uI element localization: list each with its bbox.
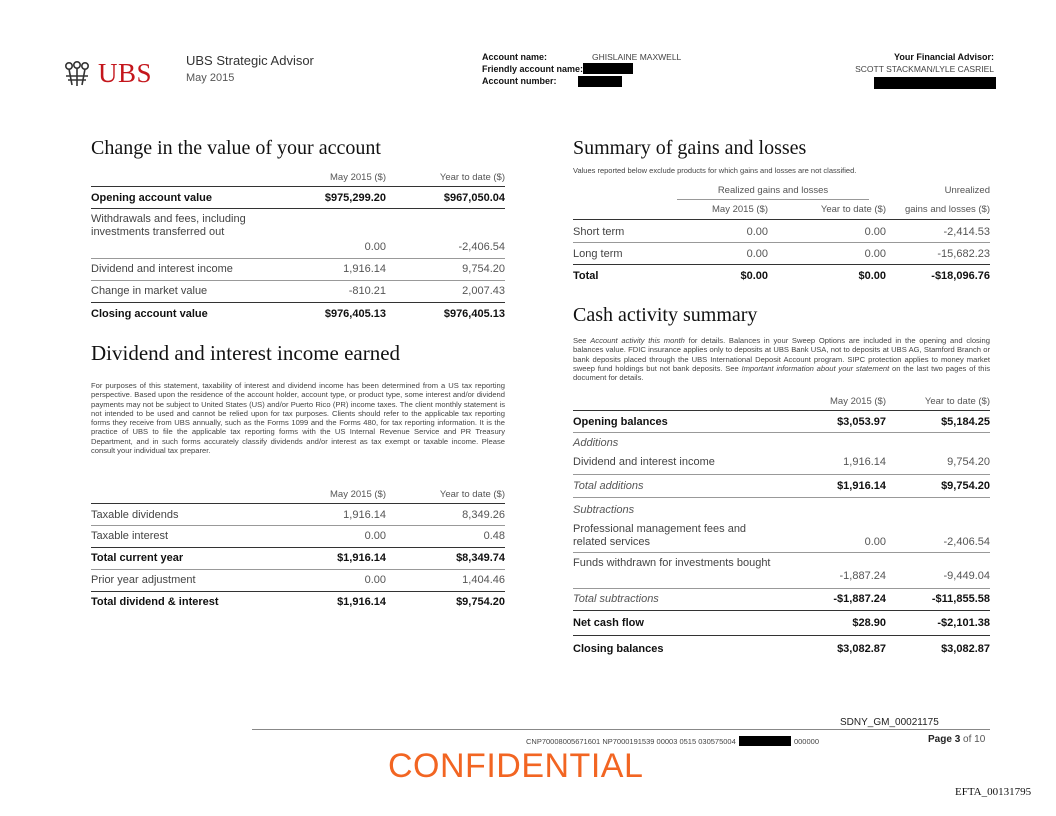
table-row [91, 592, 505, 613]
table-row [91, 303, 505, 324]
account-name-label: Account name: [482, 52, 548, 62]
row-value-ytd: $3,082.87 [941, 643, 990, 655]
table-row [573, 611, 990, 636]
table-header [91, 170, 505, 186]
efta-id: EFTA_00131795 [955, 786, 1032, 798]
friendly-name-label: Friendly account name: [482, 64, 584, 74]
page-number [928, 734, 985, 745]
row-value-ytd: 0.00 [864, 226, 886, 238]
note-text: for details. Balances in your Sweep Options are included in the opening and closing balances value. FDIC insurance applies only to deposits at UBS Bank USA, not to deposits at UBS AG, Stamford Branch or bank deposits placed through the UBS International Deposit Account program. SIPC protection applies to money market sweep fund holdings but not bank deposits. See [573, 336, 990, 373]
table-row [573, 453, 990, 475]
row-label: Closing account value [91, 308, 208, 320]
row-value-month: $975,299.20 [324, 192, 386, 204]
table-row [573, 475, 990, 497]
row-value-ytd: 1,404.46 [462, 574, 505, 586]
table-row [573, 553, 990, 589]
row-value-ytd: -2,406.54 [943, 536, 990, 548]
table-header [573, 393, 990, 410]
col-header-month: May 2015 ($) [830, 396, 886, 407]
gains-section-title: Summary of gains and losses [573, 137, 807, 159]
row-label: Taxable dividends [91, 509, 179, 521]
dividend-section-title: Dividend and interest income earned [91, 341, 401, 365]
statement-title: UBS Strategic Advisor [186, 53, 314, 68]
row-label: Long term [573, 248, 623, 260]
table-row [573, 219, 990, 243]
table-row [91, 570, 505, 592]
row-value-month: 0.00 [864, 536, 886, 548]
row-value-ytd: 9,754.20 [947, 456, 990, 468]
row-value-ytd: -$2,101.38 [937, 617, 990, 629]
redaction-bar [583, 63, 633, 74]
table-header [91, 486, 505, 503]
row-label: Dividend and interest income [573, 456, 715, 468]
section-label: Subtractions [573, 504, 635, 516]
confidential-watermark: CONFIDENTIAL [388, 747, 644, 785]
row-value-ytd: 9,754.20 [462, 263, 505, 275]
row-label: Taxable interest [91, 530, 169, 542]
col-header-month: May 2015 ($) [330, 172, 386, 183]
row-value-ytd: $9,754.20 [456, 596, 505, 608]
row-value-month: $3,082.87 [837, 643, 886, 655]
row-value-ytd: $976,405.13 [443, 308, 505, 320]
row-value-month: $1,916.14 [337, 596, 386, 608]
row-label: Total current year [91, 552, 184, 564]
row-label: Total dividend & interest [91, 596, 219, 608]
row-value-ytd: 0.48 [483, 530, 505, 542]
account-name-value: GHISLAINE MAXWELL [592, 52, 682, 62]
table-row [91, 548, 505, 570]
note-reference: Account activity this month [590, 336, 685, 345]
row-label: Total subtractions [573, 593, 659, 605]
page-total: of 10 [963, 734, 986, 745]
row-label: Withdrawals and fees, including investments transferred out [91, 213, 246, 238]
row-label: Net cash flow [573, 617, 644, 629]
row-label: Prior year adjustment [91, 574, 196, 586]
col-header-ytd: Year to date ($) [439, 172, 505, 183]
code-text: CNP70008005671601 NP7000191539 00003 0515 030575004 [526, 737, 736, 746]
cash-section-title: Cash activity summary [573, 304, 758, 326]
change-section-title: Change in the value of your account [91, 137, 381, 159]
row-label: Opening balances [573, 416, 668, 428]
row-label: Change in market value [91, 285, 208, 297]
row-value-month: 1,916.14 [343, 263, 386, 275]
ubs-keys-icon [60, 59, 94, 89]
redaction-bar [874, 77, 996, 89]
row-value-ytd: $0.00 [858, 270, 886, 282]
gains-note: Values reported below exclude products for which gains and losses are not classified. [573, 166, 857, 175]
row-label: Short term [573, 226, 625, 238]
row-label: Opening account value [91, 192, 213, 204]
col-header-ytd: Year to date ($) [924, 396, 990, 407]
row-value-ytd: 2,007.43 [462, 285, 505, 297]
row-value-month: 0.00 [364, 241, 386, 253]
table-row [91, 503, 505, 526]
row-label: Dividend and interest income [91, 263, 233, 275]
unrealized-header: Unrealized [944, 185, 990, 196]
footer-divider [252, 729, 990, 730]
cash-note [573, 336, 990, 382]
row-value-month: $1,916.14 [837, 480, 886, 492]
cash-table [573, 393, 990, 660]
redaction-bar [578, 76, 622, 87]
row-value-month: $976,405.13 [324, 308, 386, 320]
ubs-logo [60, 58, 152, 89]
row-label: Total [573, 270, 599, 282]
table-row [573, 265, 990, 287]
col-header-month: May 2015 ($) [330, 489, 386, 500]
row-value-month: 0.00 [364, 530, 386, 542]
table-row [91, 209, 505, 259]
col-header-ytd: Year to date ($) [820, 204, 886, 215]
row-value-month: 1,916.14 [843, 456, 886, 468]
statement-period: May 2015 [186, 72, 235, 84]
section-label: Additions [573, 437, 619, 449]
account-info [482, 51, 681, 87]
row-value-ytd: -2,406.54 [458, 241, 505, 253]
row-value-month: -$1,887.24 [833, 593, 886, 605]
financial-advisor [855, 51, 994, 92]
col-header-month: May 2015 ($) [712, 204, 768, 215]
row-value-month: 0.00 [364, 574, 386, 586]
document-code [526, 736, 819, 746]
row-label: Funds withdrawn for investments bought [573, 557, 771, 569]
row-value-ytd: 0.00 [864, 248, 886, 260]
table-row [573, 636, 990, 660]
table-row [573, 497, 990, 518]
row-value-month: -810.21 [348, 285, 386, 297]
code-text: 000000 [793, 737, 819, 746]
bates-stamp: SDNY_GM_00021175 [840, 717, 939, 728]
tax-disclaimer: For purposes of this statement, taxability of interest and dividend income has been determined from a US tax reporting perspective. Based upon the residence of the account holder, account type, or product type, some interest and/or dividend payments may not be subject to United States (US) and/or Puerto Rico (PR) income taxes. The client monthly statement is not intended to be used and cannot be relied upon for tax purposes. Clients should refer to the applicable tax reporting forms they receive from UBS annually, such as the Forms 1099 and the Forms 480, for tax reporting information. It is the practice of UBS to file the applicable tax reporting forms with the US Internal Revenue Service and PR Treasury Department, and in such forms accurately classify dividends and/or interest as tax exempt or taxable income. Please consult your individual tax preparer. [91, 381, 505, 456]
row-value-ytd: -$11,855.58 [931, 593, 990, 605]
table-row [573, 410, 990, 432]
row-value-ytd: -9,449.04 [943, 570, 990, 582]
table-header [573, 183, 990, 219]
page-word: Page [928, 734, 952, 745]
table-row [573, 518, 990, 553]
row-value-month: $28.90 [852, 617, 886, 629]
note-reference: Important information about your statement [741, 363, 890, 373]
row-value-month: $3,053.97 [837, 416, 886, 428]
row-value-ytd: $9,754.20 [941, 480, 990, 492]
row-label: Professional management fees and related services [573, 523, 747, 548]
redaction-bar [739, 736, 791, 746]
row-value-month: 0.00 [746, 226, 768, 238]
row-value-unrealized: -2,414.53 [943, 226, 990, 238]
table-row [91, 281, 505, 303]
row-value-unrealized: -15,682.23 [937, 248, 990, 260]
ubs-wordmark: UBS [98, 58, 153, 88]
dividend-table [91, 486, 505, 613]
table-row [91, 526, 505, 548]
col-header-ytd: Year to date ($) [439, 489, 505, 500]
realized-header: Realized gains and losses [677, 185, 869, 200]
row-value-month: 1,916.14 [343, 509, 386, 521]
note-text: on the last two pages of this document for details. [573, 363, 990, 383]
row-value-month: 0.00 [746, 248, 768, 260]
row-label: Total additions [573, 480, 644, 492]
account-number-label: Account number: [482, 76, 557, 86]
table-row [91, 259, 505, 281]
advisor-name: SCOTT STACKMAN/LYLE CASRIEL [855, 64, 994, 74]
page-current: 3 [954, 734, 961, 745]
row-value-month: $0.00 [740, 270, 768, 282]
advisor-label: Your Financial Advisor: [893, 52, 994, 62]
row-label: Closing balances [573, 643, 664, 655]
table-row [573, 243, 990, 265]
row-value-ytd: $5,184.25 [941, 416, 990, 428]
gains-table [573, 183, 990, 287]
table-row [573, 432, 990, 453]
row-value-ytd: $967,050.04 [443, 192, 505, 204]
row-value-ytd: 8,349.26 [462, 509, 505, 521]
row-value-unrealized: -$18,096.76 [931, 270, 990, 282]
row-value-month: $1,916.14 [337, 552, 386, 564]
note-text: See [573, 336, 591, 345]
table-row [91, 186, 505, 209]
row-value-ytd: $8,349.74 [456, 552, 505, 564]
col-header-unrealized: gains and losses ($) [904, 204, 990, 215]
change-table [91, 170, 505, 324]
table-row [573, 589, 990, 611]
row-value-month: -1,887.24 [839, 570, 886, 582]
